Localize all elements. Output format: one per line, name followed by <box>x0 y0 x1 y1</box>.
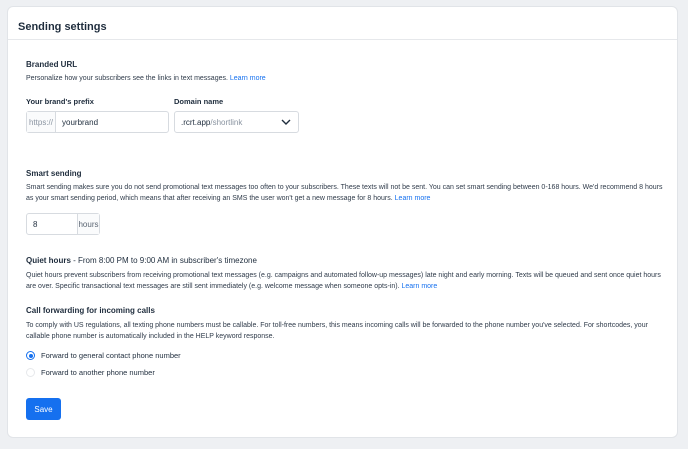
domain-select[interactable] <box>174 111 299 133</box>
forward-general-label: Forward to general contact phone number <box>41 351 181 360</box>
brand-prefix-input[interactable] <box>56 112 168 132</box>
call-forwarding-section <box>26 306 666 342</box>
hours-input-group <box>26 213 100 235</box>
page-title: Sending settings <box>18 21 107 33</box>
branded-url-description <box>26 74 666 85</box>
card-header <box>8 7 677 40</box>
prefix-input-group <box>26 111 169 133</box>
settings-card <box>7 6 678 438</box>
branded-url-desc-text: Personalize how your subscribers see the links in text messages. <box>26 75 228 82</box>
forward-another-option[interactable] <box>26 368 155 377</box>
quiet-hours-title: Quiet hours <box>26 256 71 265</box>
call-forwarding-heading: Call forwarding for incoming calls <box>26 306 155 315</box>
branded-url-section <box>26 60 666 85</box>
branded-url-learn-more-link[interactable]: Learn more <box>229 75 266 82</box>
hours-input[interactable] <box>27 214 77 234</box>
quiet-hours-range: - From 8:00 PM to 9:00 AM in subscriber's timezone <box>70 256 257 265</box>
radio-selected-icon[interactable] <box>26 351 35 360</box>
radio-unselected-icon[interactable] <box>26 368 35 377</box>
quiet-hours-learn-more-link[interactable]: Learn more <box>401 282 438 290</box>
forward-another-label: Forward to another phone number <box>41 368 155 377</box>
domain-suffix: /shortlink <box>210 117 243 127</box>
smart-sending-description <box>26 183 666 204</box>
domain-value: .rcrt.app <box>181 117 211 127</box>
smart-sending-learn-more-link[interactable]: Learn more <box>394 194 431 202</box>
hours-unit: hours <box>77 214 99 234</box>
smart-sending-section <box>26 169 666 204</box>
chevron-down-icon <box>281 118 291 126</box>
save-button[interactable]: Save <box>26 398 61 420</box>
branded-url-heading: Branded URL <box>26 60 78 69</box>
quiet-hours-section <box>26 256 666 292</box>
smart-sending-desc-text: Smart sending makes sure you do not send promotional text messages too often to your subscribers. These texts will not be sent. You can set smart sending between 0-168 hours. We'd recommend 8 hours as your smart sending period, which means that after receiving an SMS the user won't get a new message for 8 hours. <box>26 184 663 202</box>
call-forwarding-description: To comply with US regulations, all texting phone numbers must be callable. For toll-free numbers, this means incoming calls will be forwarded to the phone number you've selected. For shortcodes, your callable phone number is automatically included in the HELP keyword response. <box>26 322 648 340</box>
smart-sending-heading: Smart sending <box>26 169 82 178</box>
prefix-label: Your brand's prefix <box>26 97 94 106</box>
prefix-addon: https:// <box>27 112 56 132</box>
quiet-hours-description <box>26 271 666 292</box>
forward-general-option[interactable] <box>26 351 181 360</box>
quiet-hours-desc-text: Quiet hours prevent subscribers from receiving promotional text messages (e.g. campaigns and automated follow-up messages) late night and early morning. Texts will be queued and sent once quiet hours are over. Specific transactional text messages are still sent immediately (e.g. welcome message when someone opts-in). <box>26 272 661 290</box>
domain-label: Domain name <box>174 97 224 106</box>
quiet-hours-heading <box>26 256 666 265</box>
